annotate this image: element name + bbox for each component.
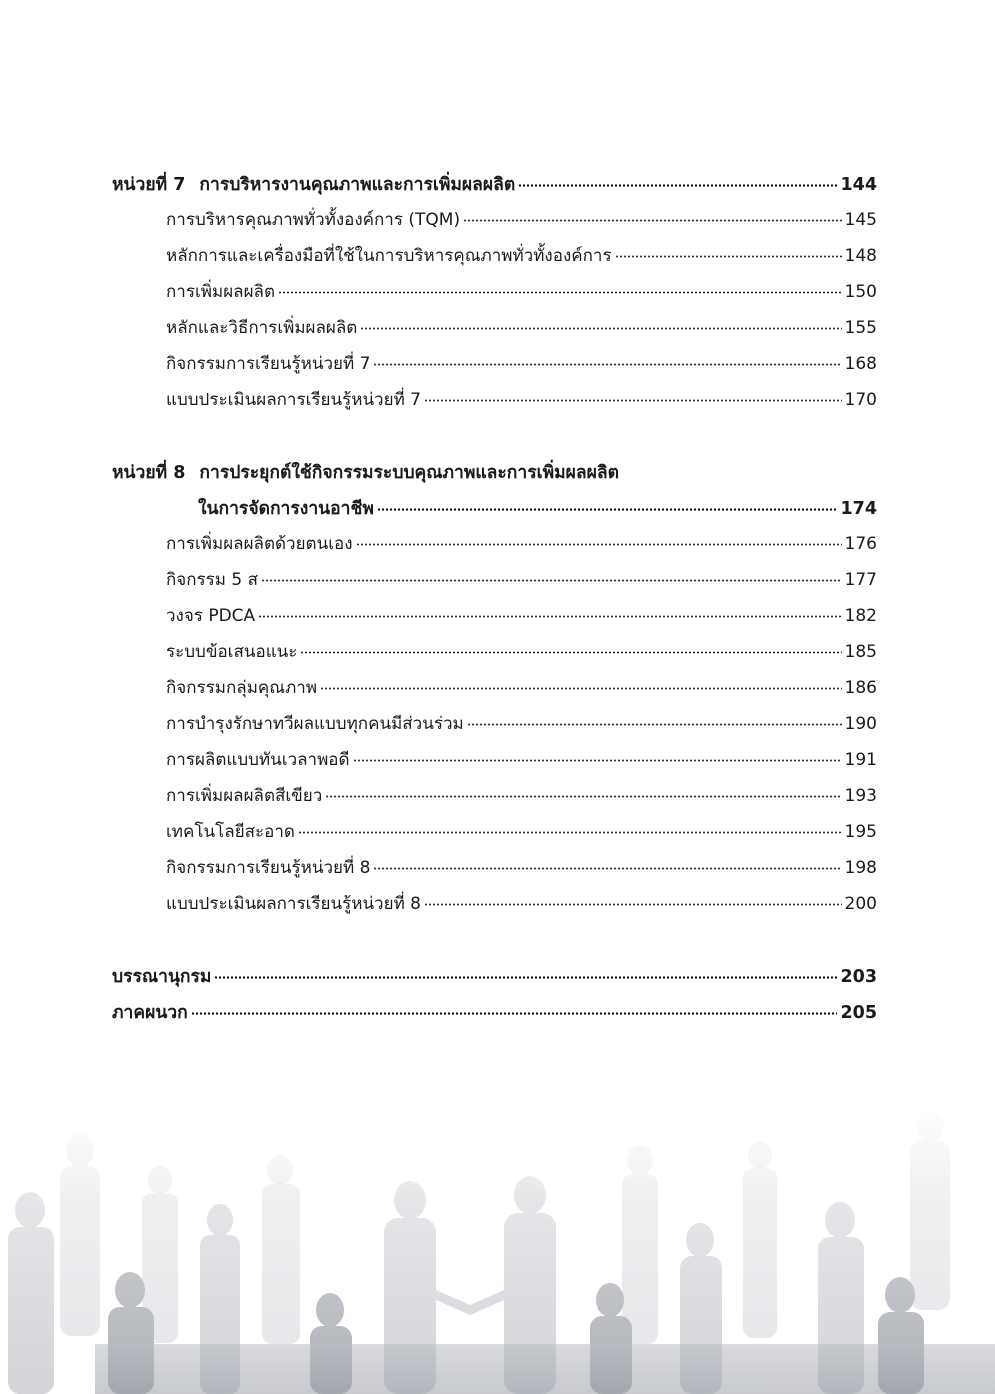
section-spacer xyxy=(112,926,877,962)
toc-entry-label: กิจกรรมการเรียนรู้หน่วยที่ 8 xyxy=(166,858,371,878)
dot-leader xyxy=(353,748,842,765)
toc-entry[interactable] xyxy=(112,746,877,782)
toc-unit-7-heading[interactable] xyxy=(112,170,877,206)
toc-page-number: 193 xyxy=(844,786,877,806)
dot-leader xyxy=(278,280,842,297)
section-spacer xyxy=(112,422,877,458)
toc-page-number: 148 xyxy=(844,246,877,266)
dot-leader xyxy=(214,965,837,983)
toc-entry[interactable] xyxy=(112,386,877,422)
dot-leader xyxy=(356,532,842,549)
dot-leader xyxy=(424,388,842,405)
toc-page-number: 155 xyxy=(844,318,877,338)
dot-leader xyxy=(463,208,841,225)
toc-entry-label: วงจร PDCA xyxy=(166,606,256,626)
toc-entry-label: การบำรุงรักษาทวีผลแบบทุกคนมีส่วนร่วม xyxy=(166,714,464,734)
toc-entry-label: กิจกรรมการเรียนรู้หน่วยที่ 7 xyxy=(166,354,371,374)
toc-page-number: 186 xyxy=(844,678,877,698)
toc-page-number: 205 xyxy=(840,1003,877,1023)
toc-page-number: 170 xyxy=(844,390,877,410)
toc-unit-label: หน่วยที่ 7 xyxy=(112,175,186,195)
toc-unit-title: การบริหารงานคุณภาพและการเพิ่มผลผลิต xyxy=(199,175,516,195)
toc-entry-label: ระบบข้อเสนอแนะ xyxy=(166,642,298,662)
dot-leader xyxy=(191,1001,838,1019)
dot-leader xyxy=(518,173,837,191)
toc-entry-label: หลักการและเครื่องมือที่ใช้ในการบริหารคุณภาพทั่วทั้งองค์การ xyxy=(166,246,612,266)
toc-page-number: 177 xyxy=(844,570,877,590)
toc-entry[interactable] xyxy=(112,206,877,242)
toc-entry-label: ภาคผนวก xyxy=(112,1003,188,1023)
toc-entry[interactable] xyxy=(112,602,877,638)
toc-bibliography[interactable] xyxy=(112,962,877,998)
toc-entry[interactable] xyxy=(112,674,877,710)
dot-leader xyxy=(320,676,842,693)
dot-leader xyxy=(373,856,841,873)
toc-page-number: 174 xyxy=(840,499,877,519)
toc-unit-7-items xyxy=(112,206,877,422)
toc-page-number: 200 xyxy=(844,894,877,914)
toc-unit-title: การประยุกต์ใช้กิจกรรมระบบคุณภาพและการเพิ่มผลผลิต xyxy=(199,463,619,483)
toc-entry-label: การผลิตแบบทันเวลาพอดี xyxy=(166,750,350,770)
toc-entry[interactable] xyxy=(112,314,877,350)
toc-entry[interactable] xyxy=(112,278,877,314)
toc-page-number: 195 xyxy=(844,822,877,842)
toc-page-number: 185 xyxy=(844,642,877,662)
dot-leader xyxy=(615,244,842,261)
toc-page-number: 168 xyxy=(844,354,877,374)
dot-leader xyxy=(300,640,841,657)
toc-entry-label: การเพิ่มผลผลิตสีเขียว xyxy=(166,786,323,806)
toc-entry[interactable] xyxy=(112,638,877,674)
dot-leader xyxy=(258,604,841,621)
dot-leader xyxy=(360,316,841,333)
dot-leader xyxy=(373,352,841,369)
toc-page-number: 203 xyxy=(840,967,877,987)
toc-entry-label: การเพิ่มผลผลิตด้วยตนเอง xyxy=(166,534,353,554)
toc-page-number: 176 xyxy=(844,534,877,554)
table-of-contents xyxy=(112,170,877,1034)
toc-entry[interactable] xyxy=(112,854,877,890)
toc-unit-8-heading-continued[interactable] xyxy=(112,494,877,530)
toc-page-number: 198 xyxy=(844,858,877,878)
toc-entry[interactable] xyxy=(112,890,877,926)
toc-unit-label: หน่วยที่ 8 xyxy=(112,463,186,483)
toc-page-number: 182 xyxy=(844,606,877,626)
toc-entry-label: การบริหารคุณภาพทั่วทั้งองค์การ (TQM) xyxy=(166,210,461,230)
toc-entry-label: แบบประเมินผลการเรียนรู้หน่วยที่ 8 xyxy=(166,894,421,914)
toc-entry[interactable] xyxy=(112,782,877,818)
dot-leader xyxy=(467,712,842,729)
dot-leader xyxy=(298,820,842,837)
toc-entry-label: การเพิ่มผลผลิต xyxy=(166,282,275,302)
toc-entry[interactable] xyxy=(112,530,877,566)
toc-entry-label: บรรณานุกรม xyxy=(112,967,212,987)
toc-page-number: 191 xyxy=(844,750,877,770)
toc-entry[interactable] xyxy=(112,566,877,602)
toc-page-number: 145 xyxy=(844,210,877,230)
toc-page-number: 150 xyxy=(844,282,877,302)
toc-entry[interactable] xyxy=(112,350,877,386)
toc-appendix[interactable] xyxy=(112,998,877,1034)
dot-leader xyxy=(261,568,842,585)
toc-unit-8-heading[interactable] xyxy=(112,458,877,494)
toc-entry[interactable] xyxy=(112,242,877,278)
business-people-silhouettes-icon xyxy=(0,1100,995,1394)
toc-unit-title-continued: ในการจัดการงานอาชีพ xyxy=(198,499,374,519)
toc-unit-8-items xyxy=(112,530,877,926)
dot-leader xyxy=(424,892,842,909)
toc-entry[interactable] xyxy=(112,710,877,746)
toc-entry[interactable] xyxy=(112,818,877,854)
toc-entry-label: เทคโนโลยีสะอาด xyxy=(166,822,295,842)
dot-leader xyxy=(325,784,841,801)
toc-entry-label: กิจกรรมกลุ่มคุณภาพ xyxy=(166,678,318,698)
toc-page-number: 190 xyxy=(844,714,877,734)
dot-leader xyxy=(377,497,838,515)
toc-entry-label: แบบประเมินผลการเรียนรู้หน่วยที่ 7 xyxy=(166,390,421,410)
toc-entry-label: กิจกรรม 5 ส xyxy=(166,570,259,590)
toc-entry-label: หลักและวิธีการเพิ่มผลผลิต xyxy=(166,318,358,338)
toc-page-number: 144 xyxy=(840,175,877,195)
